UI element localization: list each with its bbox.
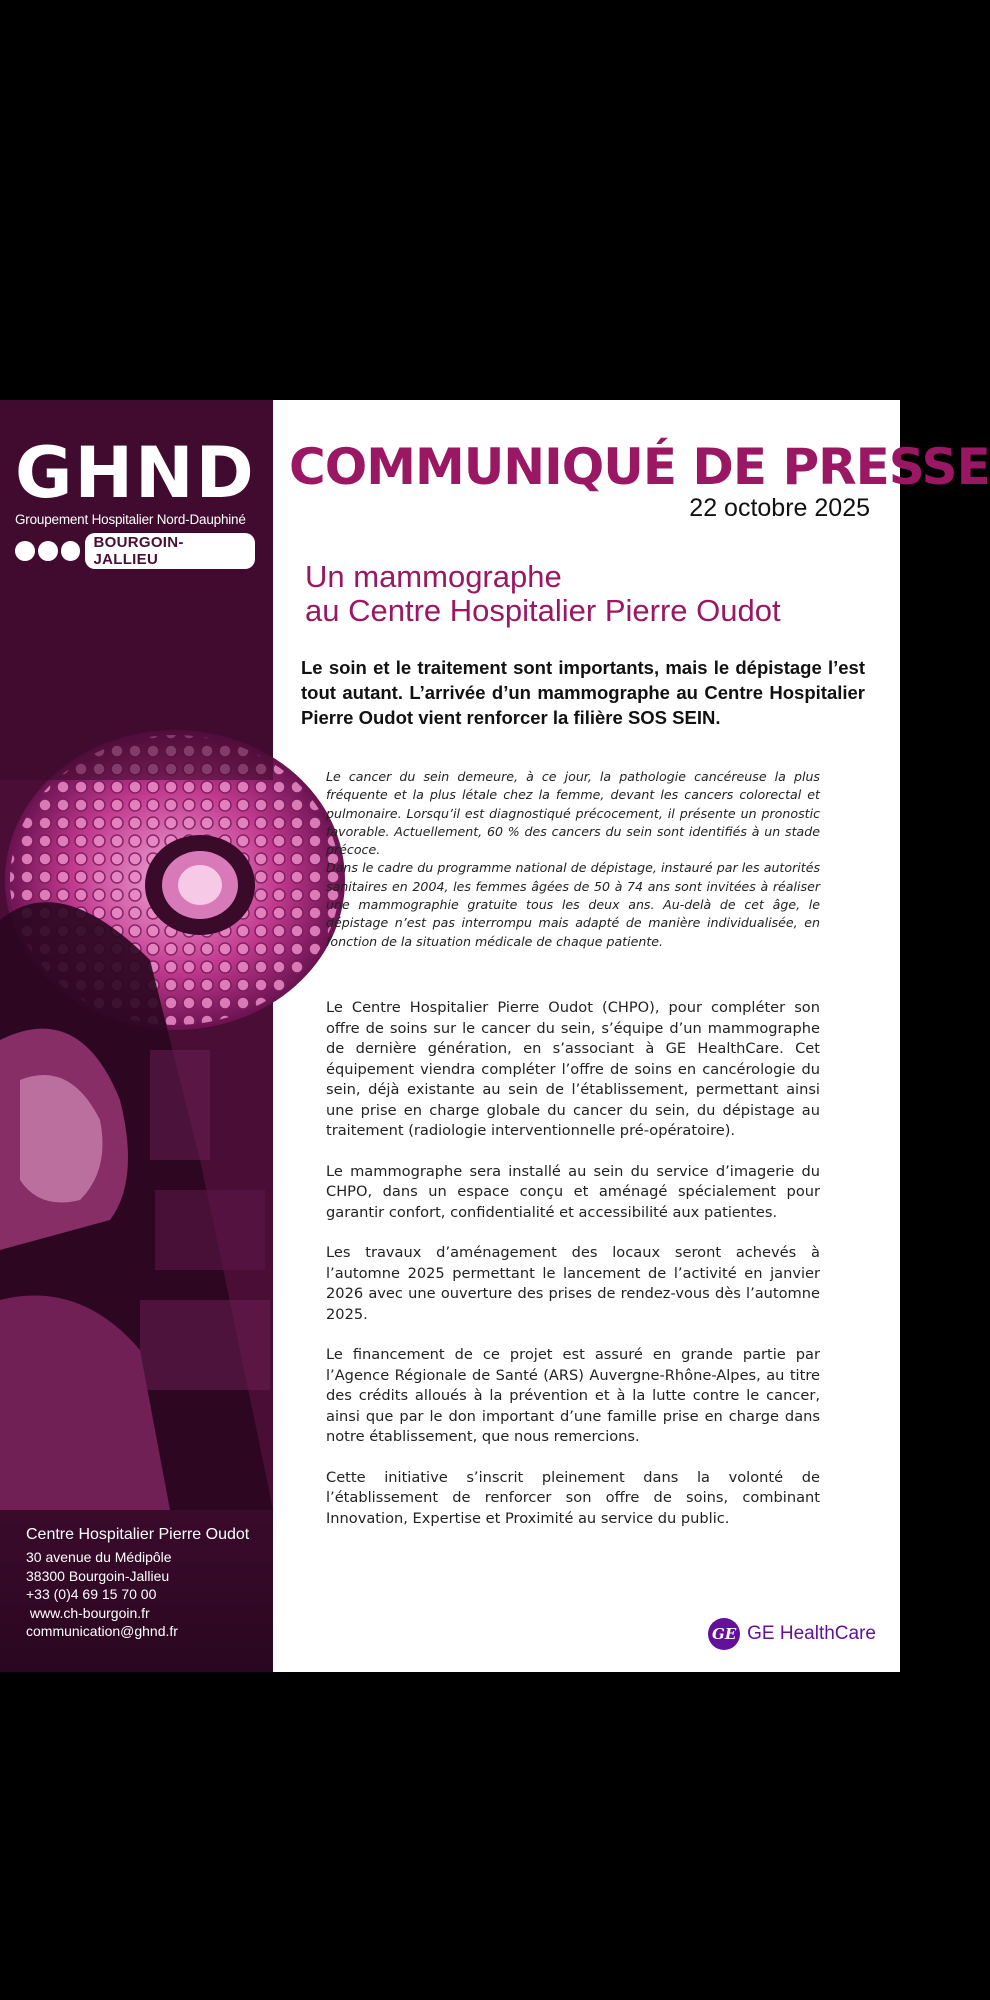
intro-paragraph: Le cancer du sein demeure, à ce jour, la pathologie cancéreuse la plus fréquente et la plus létale chez la femme, devant les cancers colorectal et pulmonaire. Lorsqu’il est diagnostiqué précocement, il présente un pronostic favorable. Actuellement, 60 % des cancers du sein sont identifiés à un stade précoce. xyxy=(326,769,820,858)
headline-line-2: au Centre Hospitalier Pierre Oudot xyxy=(305,593,781,628)
partner-name: GE HealthCare xyxy=(747,1623,876,1644)
intro-paragraph: Dans le cadre du programme national de dépistage, instauré par les autorités sanitaires en 2004, les femmes âgées de 50 à 74 ans sont invitées à réaliser une mammographie gratuite tous les deux ans. Au-delà de cet âge, le dépistage n’est pas interrompu mais adapté de manière individualisée, en fonction de la situation médicale de chaque patiente. xyxy=(326,860,820,949)
logo-dot-icon xyxy=(15,541,35,561)
ghnd-logo xyxy=(15,432,256,569)
logo-full-name: Groupement Hospitalier Nord-Dauphiné xyxy=(15,512,246,527)
body-text xyxy=(326,998,820,1549)
contact-block xyxy=(26,1526,249,1641)
body-paragraph: Le mammographe sera installé au sein du service d’imagerie du CHPO, dans un espace conçu et aménagé spécialement pour garantir confort, confidentialité et accessibilité aux patientes. xyxy=(326,1162,820,1221)
contact-name: Centre Hospitalier Pierre Oudot xyxy=(26,1526,250,1543)
ge-healthcare-logo xyxy=(708,1618,876,1650)
contact-address: 30 avenue du Médipôle xyxy=(26,1549,172,1565)
press-release-title: COMMUNIQUÉ DE PRESSE xyxy=(289,438,990,496)
body-paragraph: Le Centre Hospitalier Pierre Oudot (CHPO), pour compléter son offre de soins sur le cancer du sein, s’équipe d’un mammographe de dernière génération, en s’associant à GE HealthCare. Cet équipement viendra compléter l’offre de soins en cancérologie du sein, déjà existante au sein de l’établissement, permettant ainsi une prise en charge globale du cancer du sein, du dépistage au traitement (radiologie interventionnelle pré-opératoire). xyxy=(326,999,820,1139)
contact-website: www.ch-bourgoin.fr xyxy=(26,1604,150,1621)
contact-phone: +33 (0)4 69 15 70 00 xyxy=(26,1586,157,1602)
body-paragraph: Cette initiative s’inscrit pleinement dans la volonté de l’établissement de renforcer son offre de soins, combinant Innovation, Expertise et Proximité au service du public. xyxy=(326,1468,820,1527)
logo-city: BOURGOIN-JALLIEU xyxy=(85,533,255,569)
headline xyxy=(305,560,781,628)
sidebar xyxy=(0,400,273,1672)
intro-text xyxy=(326,768,820,951)
main-content xyxy=(273,400,990,1672)
ge-monogram-icon xyxy=(708,1618,740,1650)
press-release-document xyxy=(0,400,990,1672)
ge-monogram-text: GE xyxy=(712,1625,737,1643)
contact-city: 38300 Bourgoin-Jallieu xyxy=(26,1567,170,1584)
body-paragraph: Le financement de ce projet est assuré en grande partie par l’Agence Régionale de Santé (ARS) Auvergne-Rhône-Alpes, au titre des crédits alloués à la prévention et à la lutte contre le cancer, ainsi que par le don important d’une famille prise en charge dans notre établissement, que nous remercions. xyxy=(326,1346,820,1445)
contact-email: communication@ghnd.fr xyxy=(26,1623,178,1639)
lead-paragraph: Le soin et le traitement sont importants, mais le dépistage l’est tout autant. L’arrivée d’un mammographe au Centre Hospitalier Pierre Oudot vient renforcer la filière SOS SEIN. xyxy=(301,657,865,728)
logo-dot-icon xyxy=(61,541,81,561)
logo-acronym: GHND xyxy=(15,432,256,514)
logo-dot-icon xyxy=(38,541,58,561)
headline-line-1: Un mammographe xyxy=(305,559,562,594)
body-paragraph: Les travaux d’aménagement des locaux seront achevés à l’automne 2025 permettant le lancement de l’activité en janvier 2026 avec une ouverture des prises de rendez-vous dès l’automne 2025. xyxy=(326,1244,820,1323)
press-release-date: 22 octobre 2025 xyxy=(689,494,870,522)
